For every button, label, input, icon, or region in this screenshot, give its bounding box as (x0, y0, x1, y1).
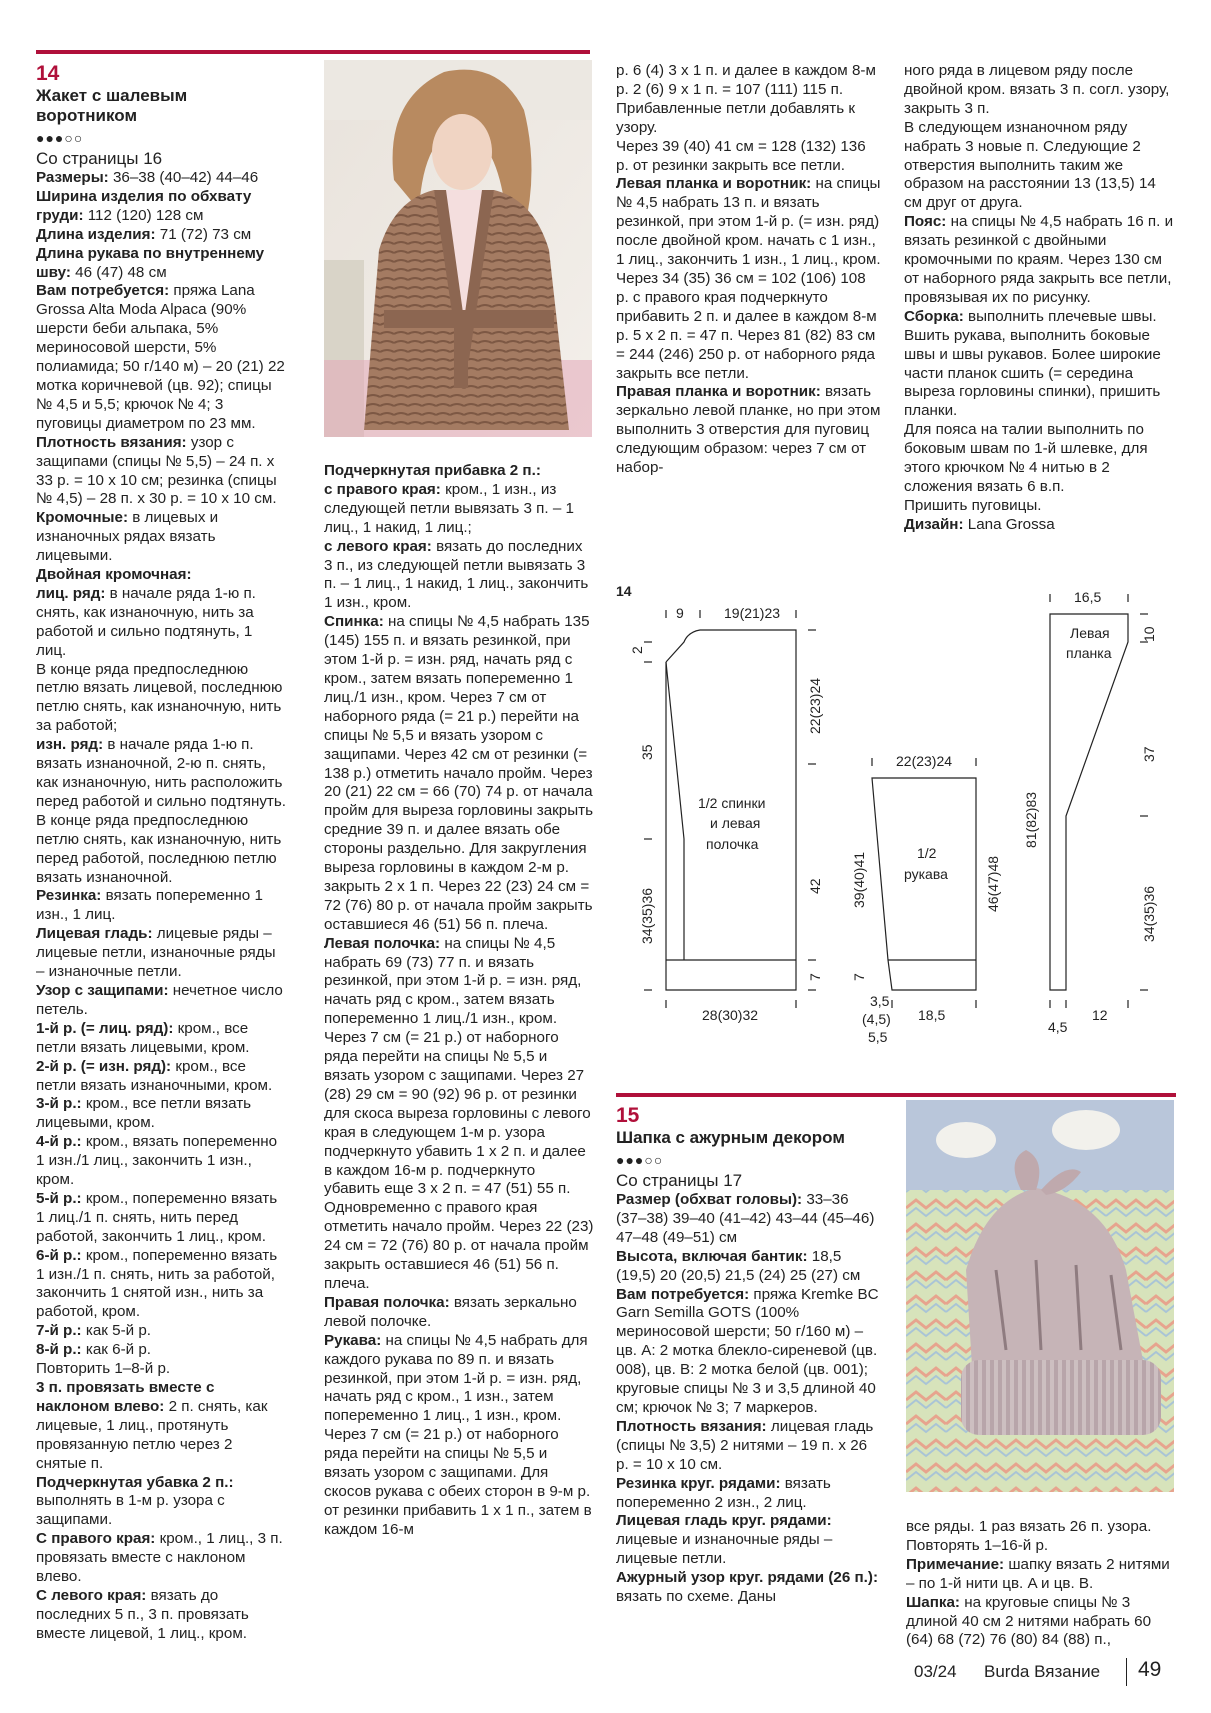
paragraph-heading: 1-й р. (= лиц. ряд): (36, 1019, 174, 1037)
paragraph (324, 1332, 594, 1540)
pattern-diagram (608, 574, 1188, 1044)
paragraph (616, 1248, 882, 1286)
paragraph-heading: Двойная кромочная: (36, 566, 192, 584)
paragraph (36, 1474, 286, 1531)
paragraph (36, 736, 286, 812)
paragraph-text: ного ряда в лицевом ряду после двойной кром. вязать 3 п. согл. узору, закрыть 3 п. (904, 62, 1170, 117)
paragraph (36, 226, 286, 245)
dim-22-24: 22(23)24 (807, 677, 823, 734)
paragraph-text: 18,5 (19,5) 20 (20,5) 21,5 (24) 25 (27) см (616, 1247, 861, 1284)
paragraph-text: пряжа Kremke BC Garn Semilla GOTS (100% мериносовой шерсти; 50 г/160 м) – цв. A: 2 мотка блекло-сиреневой (цв. 008), цв. B: 2 мотка белой (цв. 001); круговые спицы № 3 и 3,5 длиной 40 см; крючок № 3; 7 маркеров. (616, 1285, 879, 1416)
paragraph-text: в начале ряда 1-ю п. снять, как изнаночную, нить за работой и сильно подтянуть, 1 лиц. (36, 584, 256, 659)
paragraph-text: на спицы № 4,5 набрать 13 п. и вязать резинкой, при этом 1-й р. (= изн. ряд) после двойной кром. начать с 1 изн., 1 лиц., закончить 1 изн., 1 лиц., кром. (616, 175, 881, 269)
paragraph-heading: Лицевая гладь круг. рядами: (616, 1512, 832, 1530)
dim-4-5-paren: (4,5) (862, 1011, 891, 1027)
paragraph-heading: Размеры: (36, 169, 109, 186)
instructions-text (36, 169, 286, 1644)
paragraph (36, 585, 286, 661)
paragraph (36, 1133, 286, 1190)
paragraph-heading: Высота, включая бантик: (616, 1247, 808, 1265)
dim-35: 35 (639, 744, 655, 760)
paragraph-text: вязать зеркально левой полочке. (324, 1293, 577, 1330)
paragraph (616, 270, 881, 383)
paragraph-heading: Левая планка и воротник: (616, 175, 812, 193)
paragraph (616, 138, 881, 176)
dim-18-5: 18,5 (918, 1007, 946, 1023)
paragraph-text: в лицевых и изнаночных рядах вязать лицевыми. (36, 509, 219, 565)
paragraph-text: кром., 1 изн., из следующей петли вывязать 3 п. – 1 лиц., 1 накид, 1 лиц.; (324, 480, 574, 536)
section-15-column-1 (616, 1104, 882, 1607)
paragraph-heading: Ширина изделия по обхвату груди: (36, 187, 252, 224)
paragraph (616, 1475, 882, 1513)
paragraph (904, 119, 1174, 214)
paragraph (36, 509, 286, 566)
paragraph (36, 282, 286, 433)
paragraph-text: кром., вязать попеременно 1 изн./1 лиц., закончить 1 изн., кром. (36, 1133, 278, 1189)
paragraph-text: на спицы № 4,5 набрать 135 (145) 155 п. и вязать резинкой, при этом 1-й р. = изн. ряд, начать ряд с кром., затем вязать попеременно 1 лиц./1 изн., кром. Через 7 см от наборного ряда (= 21 р.) перейти на спицы № 5,5 и вязать узором с защипами. Через 42 см от резинки (= 138 р.) отметить начало пройм. Через 20 (21) 22 см = 66 (70) 74 р. от начала пройм для выреза горловины закрыть средние 39 п. и далее вязать обе стороны раздельно. Для закругления выреза горловины в каждом 2-м р. закрыть 2 х 1 п. Через 22 (23) 24 см = 72 (76) 80 р. от начала пройм закрыть оставшиеся 46 (51) 56 п. плеча. (324, 613, 594, 933)
paragraph-text: Повторить 1–8-й р. (36, 1360, 171, 1378)
page-number: 49 (1138, 1658, 1162, 1681)
paragraph-text: вязать до последних 3 п., из следующей петли вывязать 3 п. – 1 лиц., 1 накид, 1 лиц., закончить 1 изн., кром. (324, 537, 589, 612)
paragraph (616, 175, 881, 270)
paragraph-text: Пришить пуговицы. (904, 496, 1042, 514)
issue-number: 03/24 (914, 1662, 957, 1681)
paragraph-text: 33–36 (37–38) 39–40 (41–42) 43–44 (45–46) 47–48 (49–51) см (616, 1191, 875, 1246)
dim-42: 42 (807, 878, 823, 894)
paragraph-text: р. 6 (4) 3 х 1 п. и далее в каждом 8-м р. 2 (6) 9 х 1 п. = 107 (111) 115 п. (616, 62, 876, 98)
instructions-text (616, 1191, 882, 1607)
paragraph (904, 497, 1174, 516)
paragraph-text: на спицы № 4,5 набрать 16 п. и вязать резинкой с двойными кромочными по краям. Через 130 см от наборного ряда закрыть все петли, провязывая их по рисунку. (904, 213, 1174, 306)
label-back-3: полочка (706, 836, 759, 852)
paragraph-text: лицевые ряды – лицевые петли, изнаночные ряды – изнаночные петли. (36, 925, 276, 981)
paragraph-heading: 6-й р.: (36, 1246, 82, 1264)
paragraph (36, 661, 286, 737)
dim-39-41: 39(40)41 (851, 851, 867, 908)
section-14-rule (36, 50, 590, 54)
label-sleeve-1: 1/2 (917, 845, 937, 861)
paragraph (36, 566, 286, 585)
difficulty-dots: ●●●○○ (616, 1152, 664, 1168)
paragraph-text: Для пояса на талии выполнить по боковым швам по 1-й шлевке, для этого крючком № 4 нитью в 2 сложения вязать 6 в.п. (904, 421, 1148, 495)
paragraph-heading: Спинка: (324, 613, 384, 631)
paragraph-text: на спицы № 4,5 набрать для каждого рукава по 89 п. и вязать резинкой, при этом 1-й р. = изн. ряд, начать ряд с кром., 1 изн., затем попеременно 1 лиц., 1 изн., кром. Через 7 см (= 21 р.) от наборного ряда перейти на спицы № 5,5 и вязать узором с защипами. Для скосов рукава с обеих сторон в 9-м р. от резинки прибавить 1 х 1 п., затем в каждом 16-м (324, 1331, 592, 1538)
dim-16-5: 16,5 (1074, 589, 1102, 605)
paragraph (904, 62, 1174, 119)
paragraph-text: Через 34 (35) 36 см = 102 (106) 108 р. с правого края подчеркнуто прибавить 2 п. и далее в каждом 8-м р. 5 х 2 п. = 47 п. Через 81 (82) 83 см = 244 (246) 250 р. от наборного ряда закрыть все петли. (616, 269, 877, 382)
paragraph-heading: Лицевая гладь: (36, 925, 153, 943)
label-back-1: 1/2 спинки (698, 795, 766, 811)
paragraph (36, 188, 286, 226)
paragraph-heading: Правая полочка: (324, 1293, 450, 1311)
paragraph (36, 1379, 286, 1474)
paragraph-heading: С правого края: (36, 1530, 156, 1548)
paragraph-text: вязать до последних 5 п., 3 п. провязать вместе лицевой, 1 лиц., кром. (36, 1586, 249, 1642)
paragraph-text: на круговые спицы № 3 длиной 40 см 2 нитями набрать 60 (64) 68 (72) 76 (80) 84 (88) п., (906, 1593, 1152, 1649)
paragraph-text: как 5-й р. (81, 1322, 152, 1340)
paragraph (36, 169, 286, 188)
diagram-number: 14 (616, 583, 632, 599)
paragraph (906, 1518, 1174, 1556)
paragraph-heading: Примечание: (906, 1555, 1005, 1573)
paragraph-text: 36–38 (40–42) 44–46 (108, 169, 259, 186)
paragraph (36, 1058, 286, 1096)
paragraph (324, 935, 594, 1294)
dim-81-83: 81(82)83 (1023, 791, 1039, 848)
paragraph-text: 71 (72) 73 см (155, 225, 252, 243)
paragraph-heading: 8-й р.: (36, 1341, 82, 1359)
dim-top-back: 19(21)23 (724, 605, 781, 621)
dim-3-5: 3,5 (870, 993, 890, 1009)
paragraph-heading: Рукава: (324, 1331, 382, 1349)
paragraph (36, 1247, 286, 1323)
paragraph (36, 1587, 286, 1644)
paragraph-text: кром., все петли вязать лицевыми, кром. (36, 1095, 252, 1132)
paragraph-heading: 5-й р.: (36, 1189, 82, 1207)
paragraph (616, 383, 881, 478)
dim-5-5: 5,5 (868, 1029, 888, 1044)
paragraph (36, 982, 286, 1020)
source-page: Со страницы 17 (616, 1171, 743, 1190)
paragraph-heading: С левого края: (36, 1586, 147, 1604)
instructions-text (616, 62, 881, 478)
paragraph-heading: 7-й р.: (36, 1322, 82, 1340)
section-number: 14 (36, 62, 60, 85)
paragraph-text: вязать зеркально левой планке, но при этом выполнить 3 отверстия для пуговиц следующим образом: через 7 см от набор- (616, 383, 881, 477)
paragraph-text: Прибавленные петли добавлять к узору. (616, 99, 856, 136)
paragraph (616, 1286, 882, 1418)
instructions-text (904, 62, 1174, 535)
paragraph-text: нечетное число петель. (36, 981, 283, 1018)
section-14-column-1 (36, 62, 286, 1644)
paragraph-heading: Кромочные: (36, 509, 129, 527)
paragraph-heading: Узор с защипами: (36, 981, 169, 999)
paragraph-text: кром., все петли вязать изнаночными, кром. (36, 1057, 273, 1094)
paragraph-text: 112 (120) 128 см (83, 206, 204, 224)
paragraph (36, 1530, 286, 1587)
page-footer (914, 1658, 1174, 1688)
paragraph (36, 1020, 286, 1058)
dim-2: 2 (629, 646, 645, 654)
paragraph (906, 1556, 1174, 1594)
paragraph-heading: Размер (обхват головы): (616, 1191, 803, 1208)
paragraph-text: пряжа Lana Grossa Alta Moda Alpaca (90% шерсти беби альпака, 5% мериносовой шерсти, 5% полиамида; 50 г/140 м) – 20 (21) 22 мотка коричневой (цв. 92); спицы № 4,5 и 5,5; крючок № 4; 3 пуговицы диаметром по 23 мм. (36, 282, 285, 432)
paragraph (36, 925, 286, 982)
paragraph-text: выполнять в 1-м р. узора с защипами. (36, 1492, 225, 1529)
paragraph-text: кром., попеременно вязать 1 изн./1 п. снять, нить за работой, закончить 1 снятой изн., нить за работой, кром. (36, 1246, 278, 1321)
dim-7-sleeve: 7 (851, 973, 867, 981)
source-page: Со страницы 16 (36, 149, 163, 168)
paragraph-text: Lana Grossa (963, 515, 1055, 533)
paragraph (616, 1418, 882, 1475)
paragraph-text: все ряды. 1 раз вязать 26 п. узора. Повторять 1–16-й р. (906, 1518, 1152, 1554)
paragraph (616, 62, 881, 100)
dim-10: 10 (1141, 626, 1157, 642)
paragraph-heading: Резинка: (36, 887, 102, 905)
dim-34-36-left: 34(35)36 (639, 887, 655, 944)
dim-37: 37 (1141, 746, 1157, 762)
paragraph-heading: Сборка: (904, 307, 964, 325)
paragraph-heading: 4-й р.: (36, 1133, 82, 1151)
paragraph (36, 434, 286, 510)
paragraph-text: лицевые и изнаночные ряды – лицевые петли. (616, 1531, 833, 1568)
paragraph-text: выполнить плечевые швы. Вшить рукава, выполнить боковые швы и швы рукавов. Более широкие части планок сшить (= середина выреза горловины спинки), пришить планки. (904, 307, 1161, 420)
paragraph-text: В следующем изнаночном ряду набрать 3 новые п. Следующие 2 отверстия выполнить таким же образом на расстоянии 13 (13,5) 14 см друг от друга. (904, 118, 1156, 212)
paragraph-heading: 2-й р. (= изн. ряд): (36, 1057, 172, 1075)
paragraph-text: в начале ряда 1-ю п. вязать изнаночной, 2-ю п. снять, как изнаночную, нить расположить перед работой и сильно подтянуть. (36, 736, 287, 810)
paragraph-text: кром., 1 лиц., 3 п. провязать вместе с наклоном влево. (36, 1530, 283, 1586)
paragraph (36, 1095, 286, 1133)
paragraph-heading: Левая полочка: (324, 934, 441, 952)
paragraph (324, 462, 594, 481)
paragraph (904, 308, 1174, 421)
hat-photo (906, 1100, 1174, 1492)
paragraph-heading: изн. ряд: (36, 736, 104, 754)
dim-7: 7 (807, 973, 823, 981)
paragraph (906, 1594, 1174, 1651)
section-15-rule (616, 1093, 1176, 1097)
paragraph (616, 1191, 882, 1248)
paragraph-heading: Дизайн: (904, 515, 964, 533)
paragraph-text: на спицы № 4,5 набрать 69 (73) 77 п. и вязать резинкой, при этом 1-й р. = изн. ряд, начать ряд с кром., затем вязать попеременно 1 лиц./1 изн., кром. Через 7 см (= 21 р.) от наборного ряда перейти на спицы № 5,5 и вязать узором с защипами. Через 27 (28) 29 см = 90 (92) 96 р. от резинки для скоса выреза горловины с левого края в следующем 1-м р. узора подчеркнуто убавить 1 х 2 п. и далее в каждом 16-м р. подчеркнуто убавить еще 3 х 2 п. = 47 (51) 55 п. Одновременно с правого края отметить начало пройм. Через 22 (23) 24 см = 72 (76) 80 р. от начала пройм закрыть оставшиеся 46 (51) 56 п. плеча. (324, 934, 594, 1292)
dim-bottom-back: 28(30)32 (702, 1007, 759, 1023)
dim-sleeve-top: 22(23)24 (896, 753, 953, 769)
instructions-text (906, 1518, 1174, 1650)
paragraph (36, 1360, 286, 1379)
paragraph-text: узор с защипами (спицы № 5,5) – 24 п. х 33 р. = 10 х 10 см; резинка (спицы № 4,5) – 28 п. х 30 р. = 10 х 10 см. (36, 433, 277, 508)
paragraph-heading: Подчеркнутая прибавка 2 п.: (324, 462, 541, 479)
paragraph-heading: Правая планка и воротник: (616, 383, 821, 401)
dim-9: 9 (676, 605, 684, 621)
paragraph-heading: 3-й р.: (36, 1095, 82, 1113)
paragraph-heading: с правого края: (324, 480, 441, 498)
dim-46-48: 46(47)48 (985, 855, 1001, 912)
paragraph-text: 2 п. снять, как лицевые, 1 лиц., протянуть провязанную петлю через 2 снятые п. (36, 1397, 268, 1472)
section-15-column-2 (906, 1518, 1174, 1650)
paragraph-text: кром., попеременно вязать 1 лиц./1 п. снять, нить перед работой, закончить 1 лиц., кром. (36, 1189, 278, 1245)
paragraph-text: шапку вязать 2 нитями – по 1-й нити цв. A и цв. B. (906, 1555, 1170, 1592)
paragraph (324, 538, 594, 614)
paragraph-text: как 6-й р. (81, 1341, 152, 1359)
paragraph-heading: Длина изделия: (36, 225, 156, 243)
paragraph-text: В конце ряда предпоследнюю петлю снять, как изнаночную, нить перед работой, последнюю петлю вязать изнаночной. (36, 811, 282, 886)
paragraph-text: В конце ряда предпоследнюю петлю вязать лицевой, последнюю петлю снять, как изнаночную, нить за работой; (36, 660, 283, 735)
paragraph-heading: лиц. ряд: (36, 584, 106, 602)
section-number: 15 (616, 1104, 640, 1127)
article-title: Шапка с ажурным декором (616, 1128, 845, 1147)
label-band-2: планка (1066, 645, 1112, 661)
label-sleeve-2: рукава (904, 866, 948, 882)
label-band-1: Левая (1070, 625, 1110, 641)
magazine-name: Burda Вязание (984, 1662, 1101, 1681)
paragraph (616, 1569, 882, 1607)
paragraph-heading: Пояс: (904, 213, 947, 231)
difficulty-dots: ●●●○○ (36, 130, 84, 146)
paragraph-heading: с левого края: (324, 537, 432, 555)
paragraph (904, 421, 1174, 497)
section-14-column-3 (616, 62, 881, 478)
paragraph-heading: 3 п. провязать вместе с наклоном влево: (36, 1379, 215, 1415)
paragraph-text: кром., все петли вязать лицевыми, кром. (36, 1019, 250, 1056)
paragraph (36, 1190, 286, 1247)
paragraph-heading: Вам потребуется: (36, 282, 170, 300)
article-title: Жакет с шалевым воротником (36, 86, 188, 125)
section-14-column-4 (904, 62, 1174, 535)
dim-4-5: 4,5 (1048, 1019, 1068, 1035)
dim-12: 12 (1092, 1007, 1108, 1023)
dim-34-36-right: 34(35)36 (1141, 885, 1157, 942)
paragraph-text: вязать попеременно 2 изн., 2 лиц. (616, 1474, 831, 1511)
section-14-column-2 (324, 462, 594, 1540)
paragraph-text: вязать попеременно 1 изн., 1 лиц. (36, 887, 263, 924)
paragraph-heading: Вам потребуется: (616, 1285, 750, 1303)
paragraph (36, 1341, 286, 1360)
paragraph (324, 613, 594, 934)
paragraph-heading: Шапка: (906, 1593, 960, 1611)
paragraph-heading: Плотность вязания: (36, 433, 187, 451)
paragraph (36, 245, 286, 283)
paragraph (36, 1322, 286, 1341)
label-back-2: и левая (710, 815, 761, 831)
paragraph-text: лицевая гладь (спицы № 3,5) 2 нитями – 19 п. х 26 р. = 10 х 10 см. (616, 1417, 874, 1473)
instructions-text (324, 462, 594, 1540)
paragraph (324, 481, 594, 538)
paragraph (616, 100, 881, 138)
paragraph (324, 1294, 594, 1332)
paragraph-text: Через 39 (40) 41 см = 128 (132) 136 р. от резинки закрыть все петли. (616, 137, 866, 174)
paragraph (904, 516, 1174, 535)
paragraph-heading: Резинка круг. рядами: (616, 1474, 781, 1492)
paragraph-text: вязать по схеме. Даны (616, 1588, 777, 1606)
paragraph-text: 46 (47) 48 см (70, 263, 167, 281)
paragraph-heading: Подчеркнутая убавка 2 п.: (36, 1473, 234, 1491)
paragraph-heading: Плотность вязания: (616, 1417, 767, 1435)
paragraph-heading: Длина рукава по внутреннему шву: (36, 244, 265, 281)
paragraph (616, 1512, 882, 1569)
cardigan-photo (324, 60, 592, 437)
paragraph (36, 812, 286, 888)
paragraph (36, 887, 286, 925)
paragraph (904, 213, 1174, 308)
footer-divider (1126, 1658, 1127, 1686)
paragraph-heading: Ажурный узор круг. рядами (26 п.): (616, 1569, 879, 1587)
